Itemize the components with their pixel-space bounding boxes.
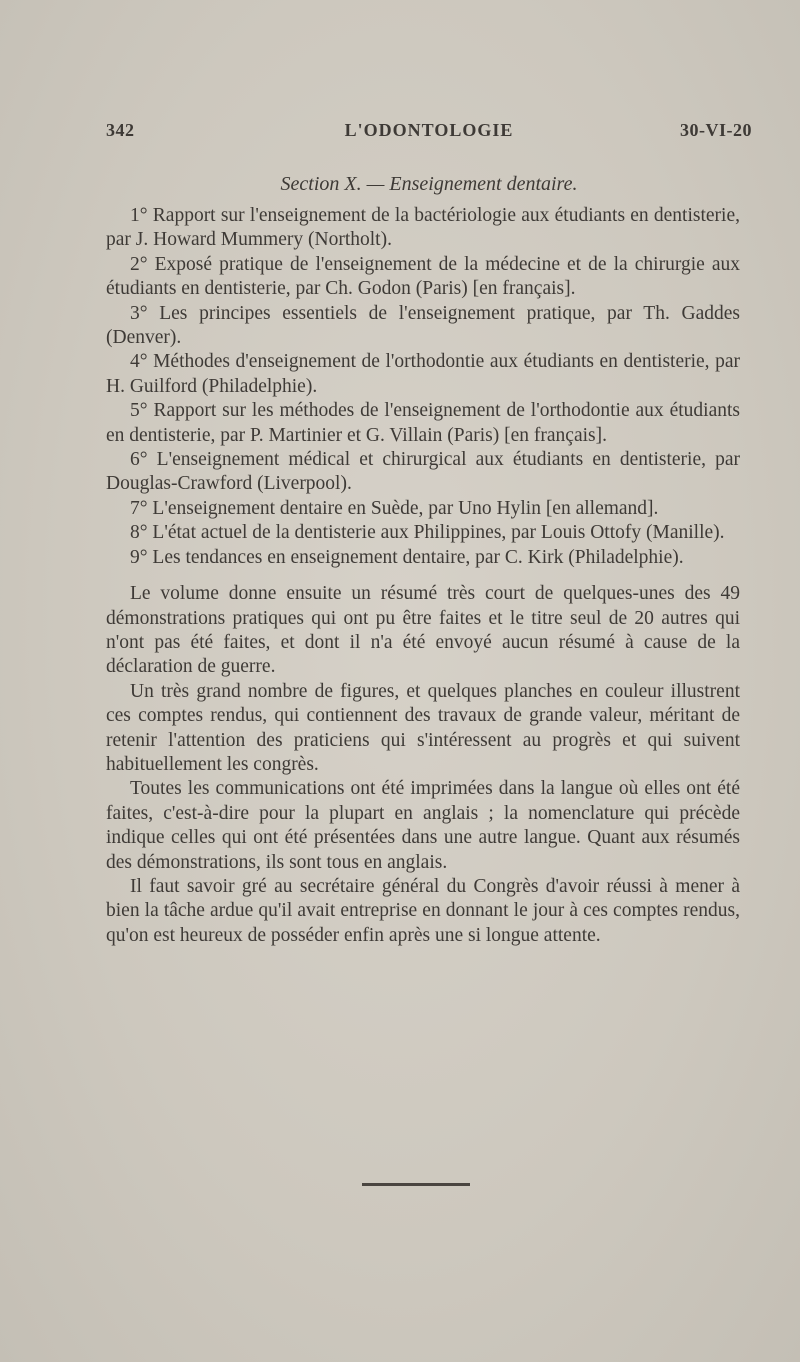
section-title: Section X. — Enseignement dentaire. bbox=[280, 173, 578, 195]
paragraph-figures: Un très grand nombre de figures, et quelques planches en couleur illustrent ces comptes rendus, qui contiennent des travaux de grande valeur, méritant de retenir l'attention des praticiens qui s'intéressent au progrès et qui suivent habituellement les congrès. bbox=[106, 680, 740, 775]
running-head bbox=[106, 120, 752, 146]
paragraph-volume-summary: Le volume donne ensuite un résumé très court de quelques-unes des 49 démonstrations pratiques qui ont pu être faites et le titre seul de 20 autres qui n'ont pas été faites, et dont il n'a été envoyé aucun résumé à cause de la déclaration de guerre. bbox=[106, 583, 740, 678]
end-rule bbox=[362, 1183, 470, 1186]
paragraph-acknowledgement: Il faut savoir gré au secrétaire général du Congrès d'avoir réussi à mener à bien la tâche ardue qu'il avait entreprise en donnant le jour à ces comptes rendus, qu'on est heureux de posséder enfin après une si longue attente. bbox=[106, 875, 740, 946]
list-item-3: 3° Les principes essentiels de l'enseignement pratique, par Th. Gaddes (Denver). bbox=[106, 302, 740, 349]
list-item-7: 7° L'enseignement dentaire en Suède, par Uno Hylin [en allemand]. bbox=[130, 497, 659, 519]
list-item-1: 1° Rapport sur l'enseignement de la bactériologie aux étudiants en dentisterie, par J. Howard Mummery (Northolt). bbox=[106, 205, 740, 251]
list-item-9: 9° Les tendances en enseignement dentaire, par C. Kirk (Philadelphie). bbox=[130, 546, 684, 568]
list-item-2: 2° Exposé pratique de l'enseignement de la médecine et de la chirurgie aux étudiants en dentisterie, par Ch. Godon (Paris) [en français]. bbox=[106, 253, 740, 300]
body-text bbox=[106, 204, 740, 948]
paragraph-languages: Toutes les communications ont été imprimées dans la langue où elles ont été faites, c'est-à-dire pour la plupart en anglais ; la nomenclature qui précède indique celles qui ont été présentées dans une autre langue. Quant aux résumés des démonstrations, ils sont tous en anglais. bbox=[106, 778, 740, 873]
journal-title: L'ODONTOLOGIE bbox=[344, 120, 514, 140]
list-item-8: 8° L'état actuel de la dentisterie aux Philippines, par Louis Ottofy (Manille). bbox=[130, 522, 725, 544]
list-item-6: 6° L'enseignement médical et chirurgical aux étudiants en dentisterie, par Douglas-Crawford (Liverpool). bbox=[106, 449, 740, 495]
page-number: 342 bbox=[106, 120, 135, 140]
issue-date: 30-VI-20 bbox=[680, 120, 752, 140]
list-item-4: 4° Méthodes d'enseignement de l'orthodontie aux étudiants en dentisterie, par H. Guilford (Philadelphie). bbox=[106, 351, 740, 397]
list-item-5: 5° Rapport sur les méthodes de l'enseignement de l'orthodontie aux étudiants en dentisterie, par P. Martinier et G. Villain (Paris) [en français]. bbox=[106, 400, 740, 446]
